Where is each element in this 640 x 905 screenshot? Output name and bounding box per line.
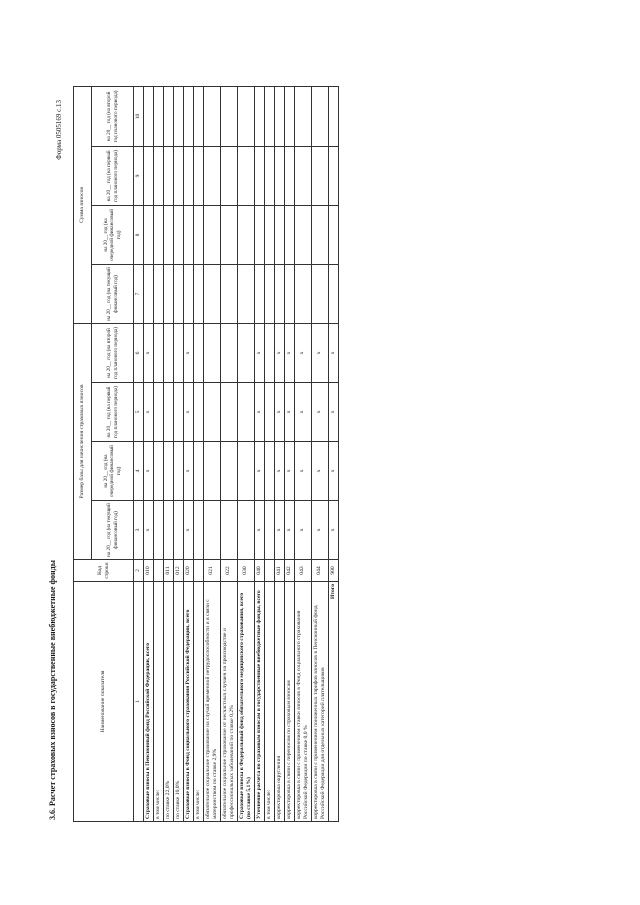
table-row [173, 86, 183, 821]
value-cell[interactable] [203, 146, 220, 205]
row-code [264, 560, 274, 582]
table-row [203, 86, 220, 821]
table-row [274, 86, 284, 821]
value-cell[interactable] [264, 86, 274, 146]
value-cell[interactable]: x [284, 442, 294, 501]
value-cell[interactable] [163, 86, 173, 146]
value-cell[interactable] [237, 146, 254, 205]
value-cell[interactable] [183, 264, 193, 323]
value-cell[interactable] [153, 86, 163, 146]
table-row [143, 86, 153, 821]
table-row [237, 86, 254, 821]
value-cell[interactable] [237, 383, 254, 442]
sum-group-header: Сумма взносов [74, 86, 92, 323]
value-cell[interactable] [153, 264, 163, 323]
row-code: 012 [173, 560, 183, 582]
value-cell[interactable] [220, 86, 237, 146]
row-code: 010 [143, 560, 153, 582]
value-cell[interactable] [220, 442, 237, 501]
value-cell[interactable] [284, 86, 294, 146]
row-code: 011 [163, 560, 173, 582]
value-cell[interactable] [153, 205, 163, 264]
value-cell[interactable] [153, 323, 163, 382]
value-cell[interactable] [237, 264, 254, 323]
column-number: 4 [134, 442, 144, 501]
value-cell[interactable] [193, 383, 203, 442]
value-cell[interactable] [183, 146, 193, 205]
total-value-cell[interactable] [328, 205, 338, 264]
value-cell[interactable] [254, 86, 264, 146]
value-cell[interactable]: x [284, 323, 294, 382]
value-cell[interactable] [193, 442, 203, 501]
value-cell[interactable] [294, 146, 311, 205]
row-code: 040 [254, 560, 264, 582]
value-cell[interactable]: x [274, 501, 284, 560]
value-cell[interactable] [173, 442, 183, 501]
total-row [328, 86, 338, 821]
value-cell[interactable] [274, 86, 284, 146]
value-cell[interactable] [193, 501, 203, 560]
value-cell[interactable] [183, 205, 193, 264]
value-cell[interactable] [173, 501, 183, 560]
total-value-cell[interactable] [328, 86, 338, 146]
value-cell[interactable]: x [284, 383, 294, 442]
value-cell[interactable] [173, 86, 183, 146]
row-name: в том числе: [153, 582, 163, 822]
value-cell[interactable] [264, 323, 274, 382]
value-cell[interactable] [264, 501, 274, 560]
value-cell[interactable]: x [311, 442, 328, 501]
value-cell[interactable] [163, 501, 173, 560]
total-code: 900 [328, 560, 338, 582]
column-number: 7 [134, 264, 144, 323]
total-value-cell[interactable]: x [328, 383, 338, 442]
value-cell[interactable] [220, 264, 237, 323]
value-cell[interactable] [203, 442, 220, 501]
value-cell[interactable] [254, 205, 264, 264]
row-code [153, 560, 163, 582]
section-title: 3.6. Расчет страховых взносов в государственные внебюджетные фонды [48, 560, 57, 820]
period-header: на 20__ год (на второй год планового периода) [92, 86, 134, 146]
value-cell[interactable] [220, 146, 237, 205]
value-cell[interactable]: x [294, 501, 311, 560]
value-cell[interactable] [163, 323, 173, 382]
value-cell[interactable] [284, 146, 294, 205]
value-cell[interactable] [203, 383, 220, 442]
code-column-header: Код строки [74, 560, 134, 582]
row-name: по ставке 10,0% [173, 582, 183, 822]
value-cell[interactable]: x [183, 501, 193, 560]
total-value-cell[interactable]: x [328, 501, 338, 560]
value-cell[interactable] [153, 146, 163, 205]
value-cell[interactable] [163, 383, 173, 442]
value-cell[interactable] [237, 86, 254, 146]
total-label: Итого [328, 582, 338, 822]
period-header: на 20__ год (на второй год планового периода) [92, 323, 134, 382]
value-cell[interactable]: x [311, 383, 328, 442]
value-cell[interactable]: x [294, 323, 311, 382]
row-code: 021 [203, 560, 220, 582]
column-number: 1 [134, 582, 144, 822]
table-row [220, 86, 237, 821]
value-cell[interactable]: x [254, 501, 264, 560]
value-cell[interactable] [163, 442, 173, 501]
value-cell[interactable] [193, 86, 203, 146]
table-row [311, 86, 328, 821]
value-cell[interactable]: x [143, 501, 153, 560]
value-cell[interactable] [274, 146, 284, 205]
value-cell[interactable] [163, 205, 173, 264]
row-code [193, 560, 203, 582]
column-number: 5 [134, 383, 144, 442]
column-number: 3 [134, 501, 144, 560]
value-cell[interactable] [193, 205, 203, 264]
period-header: на 20__ год (на текущий финансовый год) [92, 264, 134, 323]
value-cell[interactable] [203, 501, 220, 560]
row-name: Страховые взносы в Фонд социального страхования Российской Федерации, всего [183, 582, 193, 822]
value-cell[interactable] [143, 146, 153, 205]
value-cell[interactable]: x [311, 323, 328, 382]
row-name: Уточнение расчета по страховым взносам в государственные внебюджетные фонды, всего [254, 582, 264, 822]
name-column-header: Наименование показателя [74, 582, 134, 822]
row-name: обязательное социальное страхование от несчастных случаев на производстве и профессиональных заболеваний по ставке 0,2% [220, 582, 237, 822]
value-cell[interactable] [264, 205, 274, 264]
value-cell[interactable] [203, 86, 220, 146]
value-cell[interactable]: x [284, 501, 294, 560]
value-cell[interactable]: x [254, 383, 264, 442]
value-cell[interactable] [173, 323, 183, 382]
row-name: корректировка в связи с применением ставки взносов в Фонд социального страхования Российской Федерации по ставке 0,0 % [294, 582, 311, 822]
period-header: на 20__ год (на первый год планового периода) [92, 146, 134, 205]
total-value-cell[interactable]: x [328, 323, 338, 382]
value-cell[interactable] [163, 264, 173, 323]
period-header: на 20__ год (на текущий финансовый год) [92, 501, 134, 560]
value-cell[interactable] [173, 264, 183, 323]
value-cell[interactable] [264, 383, 274, 442]
value-cell[interactable] [294, 86, 311, 146]
row-name: корректировка в связи с переносом по страховым взносам [284, 582, 294, 822]
table-row [264, 86, 274, 821]
value-cell[interactable]: x [183, 442, 193, 501]
value-cell[interactable] [193, 264, 203, 323]
row-name: обязательное социальное страхование на случай временной нетрудоспособности и в связи с материнством по ставке 2,9% [203, 582, 220, 822]
value-cell[interactable] [163, 146, 173, 205]
value-cell[interactable] [237, 205, 254, 264]
period-header: на 20__ год (на первый год планового периода) [92, 383, 134, 442]
table-row [153, 86, 163, 821]
value-cell[interactable] [284, 264, 294, 323]
value-cell[interactable] [264, 442, 274, 501]
value-cell[interactable]: x [183, 323, 193, 382]
value-cell[interactable]: x [183, 383, 193, 442]
value-cell[interactable] [183, 86, 193, 146]
base-group-header: Размер базы для начисления страховых взносов [74, 323, 92, 559]
value-cell[interactable] [173, 205, 183, 264]
form-code: Форма 0505169 с.13 [55, 100, 63, 160]
value-cell[interactable]: x [143, 323, 153, 382]
value-cell[interactable] [237, 501, 254, 560]
value-cell[interactable]: x [274, 383, 284, 442]
value-cell[interactable] [153, 383, 163, 442]
value-cell[interactable] [254, 146, 264, 205]
value-cell[interactable] [311, 86, 328, 146]
value-cell[interactable] [274, 205, 284, 264]
value-cell[interactable] [254, 264, 264, 323]
value-cell[interactable] [220, 205, 237, 264]
value-cell[interactable] [193, 323, 203, 382]
column-number: 6 [134, 323, 144, 382]
value-cell[interactable] [264, 146, 274, 205]
row-code: 041 [274, 560, 284, 582]
row-name: в том числе: [193, 582, 203, 822]
value-cell[interactable]: x [274, 323, 284, 382]
row-code: 042 [284, 560, 294, 582]
value-cell[interactable]: x [143, 442, 153, 501]
value-cell[interactable] [143, 264, 153, 323]
value-cell[interactable]: x [311, 501, 328, 560]
value-cell[interactable]: x [294, 383, 311, 442]
table-row [254, 86, 264, 821]
value-cell[interactable] [143, 205, 153, 264]
row-name: Страховые взносы в Пенсионный фонд Российской Федерации, всего [143, 582, 153, 822]
row-code: 030 [237, 560, 254, 582]
value-cell[interactable] [294, 205, 311, 264]
column-number: 10 [134, 86, 144, 146]
value-cell[interactable] [220, 501, 237, 560]
contributions-table [73, 86, 339, 822]
value-cell[interactable] [311, 146, 328, 205]
value-cell[interactable]: x [274, 442, 284, 501]
value-cell[interactable] [173, 383, 183, 442]
table-row [294, 86, 311, 821]
value-cell[interactable] [203, 205, 220, 264]
table-row [163, 86, 173, 821]
total-value-cell[interactable] [328, 146, 338, 205]
column-number: 8 [134, 205, 144, 264]
value-cell[interactable] [193, 146, 203, 205]
value-cell[interactable] [203, 264, 220, 323]
value-cell[interactable] [311, 264, 328, 323]
value-cell[interactable] [294, 264, 311, 323]
column-number: 9 [134, 146, 144, 205]
value-cell[interactable] [311, 205, 328, 264]
row-name: Страховые взносы в Федеральный фонд обязательного медицинского страхования, всего (по ставке 5,1%) [237, 582, 254, 822]
row-name: корректировка в связи с применением пониженных тарифов взносов в Пенсионный фонд Российской Федерации для отдельных категорий плательщиков [311, 582, 328, 822]
value-cell[interactable]: x [254, 442, 264, 501]
period-header: на 20__ год (на очередной финансовый год) [92, 205, 134, 264]
row-code: 022 [220, 560, 237, 582]
value-cell[interactable] [237, 442, 254, 501]
value-cell[interactable] [203, 323, 220, 382]
table-row [183, 86, 193, 821]
table-row [284, 86, 294, 821]
value-cell[interactable] [153, 501, 163, 560]
total-value-cell[interactable]: x [328, 442, 338, 501]
row-code: 020 [183, 560, 193, 582]
period-header: на 20__ год (на очередной финансовый год) [92, 442, 134, 501]
value-cell[interactable]: x [254, 323, 264, 382]
value-cell[interactable]: x [294, 442, 311, 501]
column-number: 2 [134, 560, 144, 582]
value-cell[interactable] [284, 205, 294, 264]
row-code: 043 [294, 560, 311, 582]
total-value-cell[interactable] [328, 264, 338, 323]
value-cell[interactable] [143, 86, 153, 146]
value-cell[interactable] [173, 146, 183, 205]
row-name: корректировка округления [274, 582, 284, 822]
value-cell[interactable] [274, 264, 284, 323]
value-cell[interactable]: x [143, 383, 153, 442]
row-name: по ставке 22,0% [163, 582, 173, 822]
value-cell[interactable] [153, 442, 163, 501]
value-cell[interactable] [237, 323, 254, 382]
table-row [193, 86, 203, 821]
value-cell[interactable] [220, 383, 237, 442]
value-cell[interactable] [264, 264, 274, 323]
row-name: в том числе: [264, 582, 274, 822]
value-cell[interactable] [220, 323, 237, 382]
row-code: 044 [311, 560, 328, 582]
